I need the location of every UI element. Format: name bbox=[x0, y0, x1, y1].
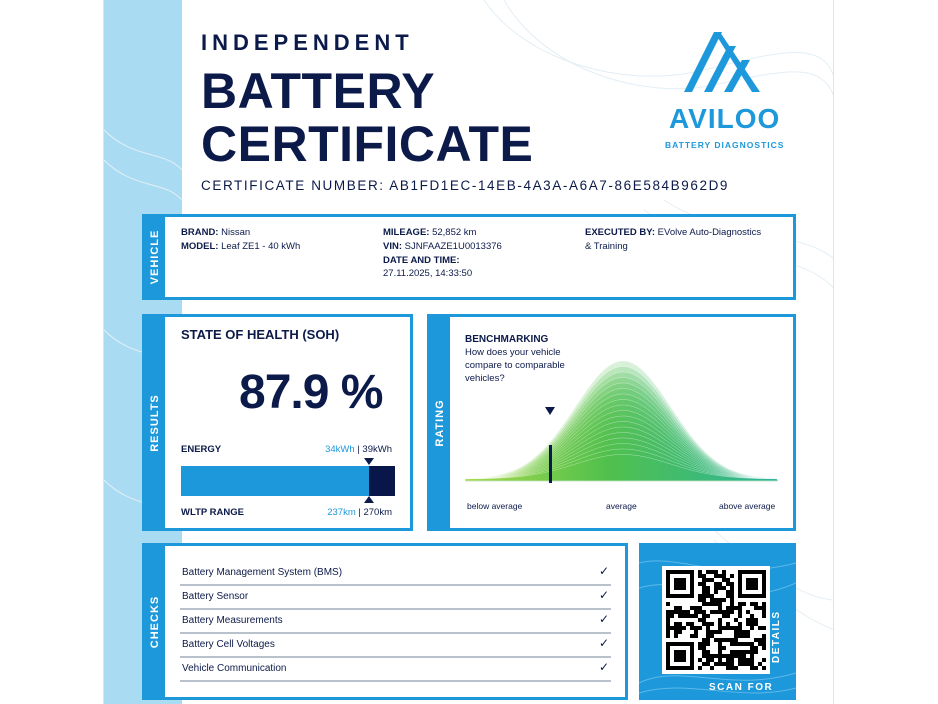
header-overline: INDEPENDENT bbox=[201, 30, 414, 55]
energy-total: 39kWh bbox=[362, 444, 392, 455]
axis-below-average: below average bbox=[467, 501, 523, 511]
check-row-vehicle-communication bbox=[180, 658, 611, 682]
results-tab bbox=[145, 317, 165, 528]
checks-tab bbox=[145, 546, 165, 697]
aviloo-logo bbox=[662, 28, 792, 153]
logo-subtitle: BATTERY DIAGNOSTICS bbox=[665, 140, 785, 150]
checkmark-icon: ✓ bbox=[598, 612, 609, 626]
benchmark-title: BENCHMARKING bbox=[465, 334, 549, 345]
rating-section bbox=[427, 314, 796, 531]
brand-label: BRAND: bbox=[181, 227, 219, 238]
vehicle-mileage-vin bbox=[383, 226, 502, 281]
check-label: Battery Sensor bbox=[182, 591, 249, 602]
vin-value: SJNFAAZE1U0013376 bbox=[404, 240, 502, 252]
soh-bar bbox=[181, 466, 395, 496]
check-row-battery-sensor bbox=[180, 586, 611, 610]
check-label: Vehicle Communication bbox=[182, 663, 287, 674]
vehicle-executed-by bbox=[585, 226, 761, 254]
soh-value: 87.9 % bbox=[239, 366, 383, 419]
executed-value-line2: & Training bbox=[585, 240, 628, 252]
vehicle-section bbox=[142, 214, 796, 300]
checkmark-icon: ✓ bbox=[598, 636, 609, 650]
header-title-line2: CERTIFICATE bbox=[201, 116, 534, 172]
results-section bbox=[142, 314, 413, 531]
results-tab-label: RESULTS bbox=[149, 393, 161, 452]
vehicle-tab-label: VEHICLE bbox=[149, 229, 161, 285]
executed-value: EVolve Auto-Diagnostics bbox=[657, 227, 762, 238]
model-label: MODEL: bbox=[181, 240, 219, 252]
logo-wordmark: AVILOO bbox=[669, 103, 781, 134]
check-row-cell-voltages bbox=[180, 634, 611, 658]
soh-marker-bottom-icon bbox=[364, 496, 374, 503]
check-label: Battery Cell Voltages bbox=[182, 639, 275, 650]
check-row-battery-measurements bbox=[180, 610, 611, 634]
checks-tab-label: CHECKS bbox=[149, 595, 161, 648]
range-current: 237km bbox=[327, 507, 356, 518]
checkmark-icon: ✓ bbox=[598, 588, 609, 602]
check-label: Battery Management System (BMS) bbox=[182, 567, 343, 578]
check-row-bms bbox=[180, 562, 611, 586]
vehicle-tab bbox=[145, 217, 165, 297]
energy-label: ENERGY bbox=[181, 444, 222, 455]
qr-section[interactable] bbox=[639, 543, 796, 700]
datetime-value: 27.11.2025, 14:33:50 bbox=[383, 268, 473, 280]
range-total: 270km bbox=[363, 507, 392, 518]
soh-bar-fill bbox=[181, 466, 369, 496]
rating-tab bbox=[430, 317, 450, 528]
soh-marker-top-icon bbox=[364, 458, 374, 465]
checkmark-icon: ✓ bbox=[598, 660, 609, 674]
range-separator: | bbox=[355, 507, 364, 518]
mileage-label: MILEAGE: bbox=[383, 227, 430, 238]
certificate-page bbox=[103, 0, 834, 704]
benchmark-question: How does your vehicle compare to comparable vehicles? bbox=[465, 347, 565, 384]
benchmark-marker-top-icon bbox=[545, 407, 555, 415]
scan-for-label: SCAN FOR bbox=[709, 682, 774, 693]
certificate-number bbox=[201, 178, 729, 193]
soh-title: STATE OF HEALTH (SOH) bbox=[181, 327, 340, 342]
qr-code[interactable] bbox=[662, 566, 770, 674]
details-label: DETAILS bbox=[771, 610, 782, 663]
energy-values bbox=[325, 444, 392, 455]
checks-section bbox=[142, 543, 628, 700]
energy-current: 34kWh bbox=[325, 444, 355, 455]
model-value: Leaf ZE1 - 40 kWh bbox=[221, 240, 301, 252]
range-label: WLTP RANGE bbox=[181, 507, 244, 518]
datetime-label: DATE AND TIME: bbox=[383, 254, 460, 266]
axis-above-average: above average bbox=[719, 501, 776, 511]
benchmark-position-marker bbox=[549, 445, 552, 483]
qr-code-icon bbox=[666, 570, 766, 670]
aviloo-mountain-icon bbox=[662, 28, 792, 100]
range-values bbox=[327, 507, 392, 518]
axis-average: average bbox=[606, 501, 637, 511]
vehicle-brand-model bbox=[181, 226, 300, 254]
energy-separator: | bbox=[354, 444, 363, 455]
mileage-value: 52,852 km bbox=[432, 227, 477, 238]
check-label: Battery Measurements bbox=[182, 615, 283, 626]
certificate-number-label: CERTIFICATE NUMBER: bbox=[201, 178, 385, 193]
vin-label: VIN: bbox=[383, 240, 402, 252]
executed-label: EXECUTED BY: bbox=[585, 227, 656, 238]
brand-value: Nissan bbox=[221, 227, 251, 238]
certificate-number-value: AB1FD1EC-14EB-4A3A-A6A7-86E584B962D9 bbox=[389, 178, 730, 193]
header-title-line1: BATTERY bbox=[201, 63, 436, 119]
rating-tab-label: RATING bbox=[434, 398, 446, 447]
checkmark-icon: ✓ bbox=[598, 564, 609, 578]
